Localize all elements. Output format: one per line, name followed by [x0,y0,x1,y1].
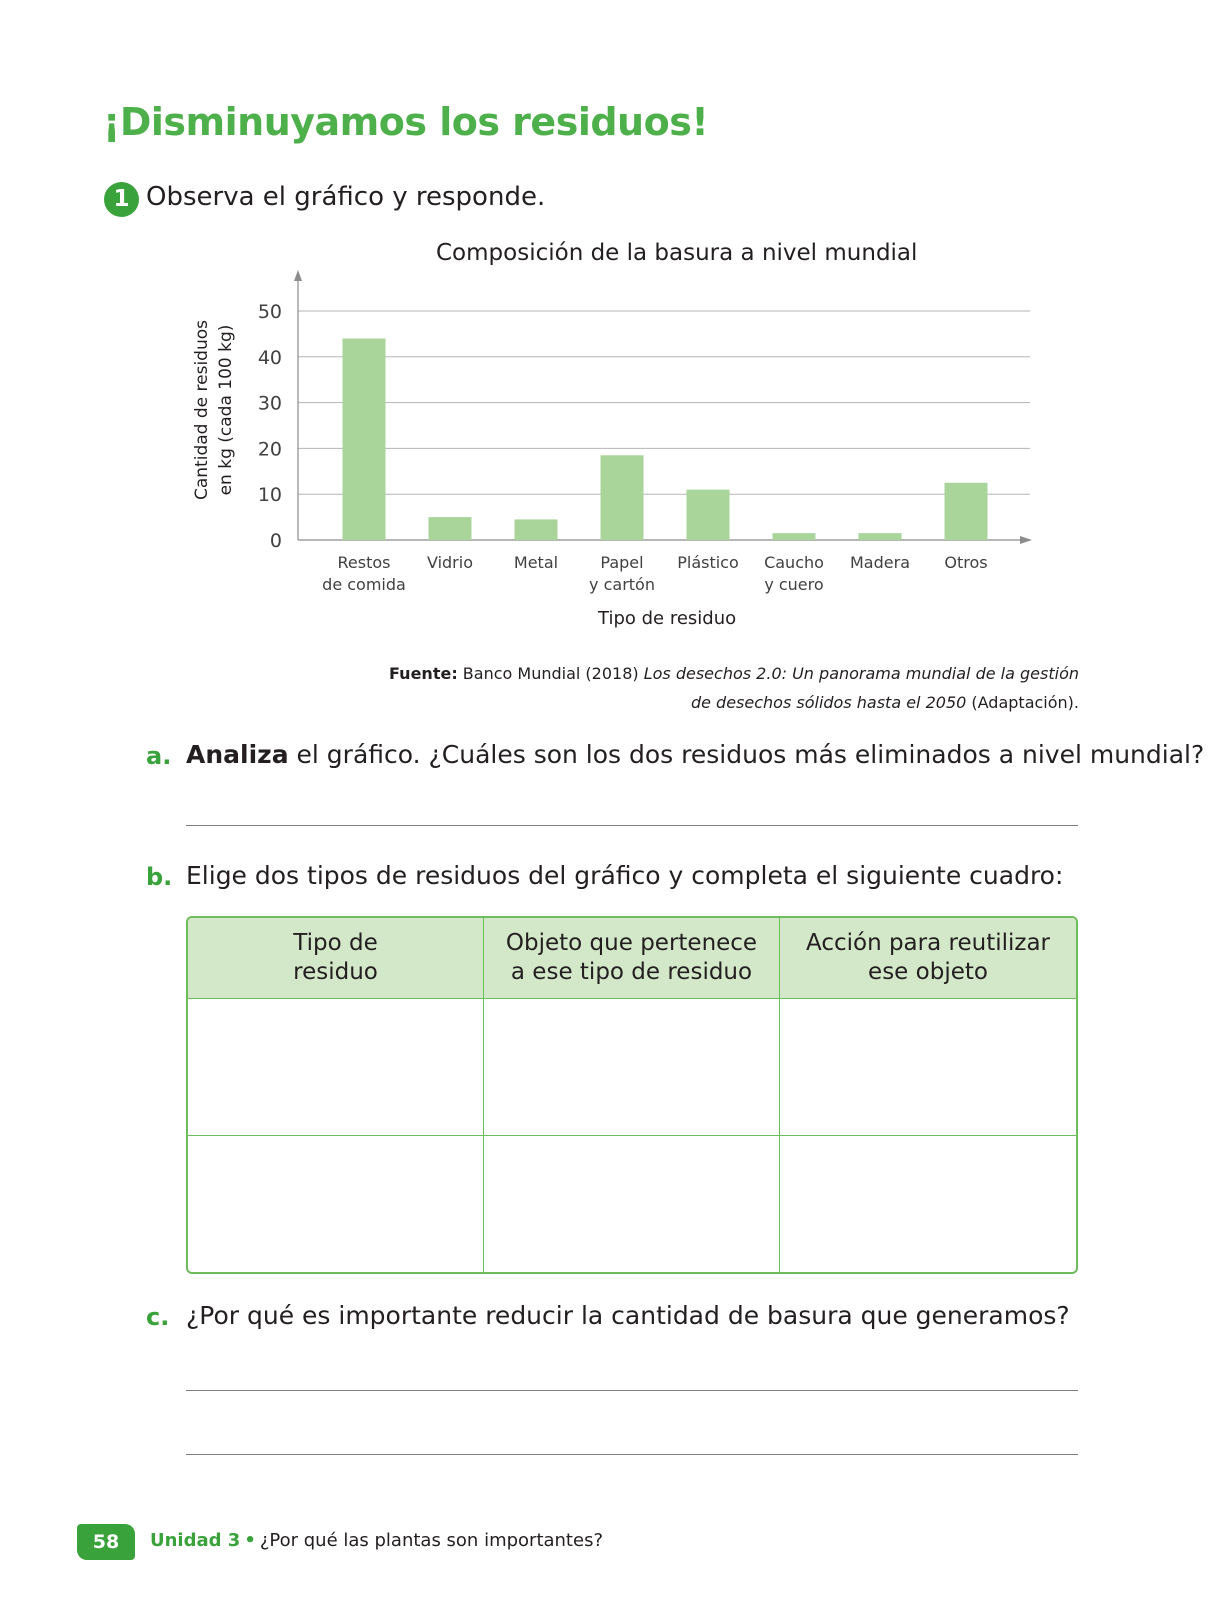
table-cell-input[interactable] [484,1136,780,1272]
question-a-text [186,740,1204,769]
question-a-rest: el gráfico. ¿Cuáles son los dos residuos más eliminados a nivel mundial? [288,740,1205,769]
answer-line-c2[interactable] [186,1454,1078,1455]
chart-x-tick-label: Restos [337,553,391,572]
footer-separator: • [244,1530,256,1551]
footer-text [150,1530,603,1551]
chart-bar [515,519,558,540]
chart-source-line2 [359,688,1079,717]
source-italic1: Los desechos 2.0: Un panorama mundial de la gestión [643,664,1079,683]
activity-instruction: Observa el gráfico y responde. [146,182,546,212]
chart-x-tick-label: Madera [850,553,910,572]
source-text2: (Adaptación). [966,693,1079,712]
table-header-objeto: Objeto que pertenece a ese tipo de residuo [484,918,780,999]
footer-subtitle: ¿Por qué las plantas son importantes? [259,1530,603,1551]
chart-bar [343,338,386,540]
chart-bar [601,455,644,540]
page-title: ¡Disminuyamos los residuos! [103,100,709,144]
chart-bar [429,517,472,540]
chart-source-line1 [359,659,1079,688]
chart-source [359,659,1079,717]
question-c-letter: c. [146,1303,170,1331]
chart-y-tick-label: 50 [257,301,282,323]
source-label: Fuente: [389,664,458,683]
chart-y-tick-label: 30 [257,392,282,415]
chart-bar [859,533,902,540]
chart-x-tick-label: de comida [322,575,406,594]
chart-y-tick-label: 10 [257,484,282,507]
table-header-tipo: Tipo de residuo [188,918,484,999]
chart-bar [945,483,988,540]
chart-y-axis-label-line2: en kg (cada 100 kg) [216,324,236,496]
question-a-bold: Analiza [186,740,289,769]
table-cell-input[interactable] [188,999,484,1136]
table-cell-input[interactable] [780,999,1076,1136]
chart-y-tick-label: 40 [257,346,282,369]
question-a-letter: a. [146,742,172,770]
chart-title: Composición de la basura a nivel mundial [436,240,918,266]
chart-x-tick-label: Caucho [764,553,824,572]
chart-x-tick-label: y cartón [589,575,655,594]
chart-x-tick-label: Otros [944,553,988,572]
answer-line-a[interactable] [186,825,1078,826]
page-number-badge: 58 [77,1524,135,1560]
footer-unit: Unidad 3 [150,1530,241,1551]
chart-y-tick-label: 20 [257,438,282,461]
chart-y-axis-arrow [294,270,302,281]
chart-bar [773,533,816,540]
chart-x-tick-label: Papel [600,553,644,572]
table-row [188,1136,1076,1272]
chart-x-tick-label: Plástico [677,553,739,572]
answer-line-c1[interactable] [186,1390,1078,1391]
answer-table [186,916,1078,1274]
chart-x-tick-label: y cuero [764,575,824,594]
table-cell-input[interactable] [188,1136,484,1272]
chart-y-axis-label-line1: Cantidad de residuos [192,320,212,500]
chart-x-axis-arrow [1020,536,1032,544]
table-header-accion: Acción para reutilizar ese objeto [780,918,1076,999]
chart-x-tick-label: Vidrio [426,553,474,572]
question-b-letter: b. [146,863,173,891]
activity-number-badge: 1 [104,182,139,217]
table-row [188,999,1076,1136]
question-c-text: ¿Por qué es importante reducir la cantidad de basura que generamos? [186,1301,1070,1330]
table-header-row [188,918,1076,999]
bar-chart [0,0,1222,640]
chart-x-axis-label: Tipo de residuo [598,608,737,629]
chart-y-tick-label: 0 [269,530,282,552]
table-cell-input[interactable] [780,1136,1076,1272]
source-text1: Banco Mundial (2018) [457,664,644,683]
table-cell-input[interactable] [484,999,780,1136]
question-b-text: Elige dos tipos de residuos del gráfico y completa el siguiente cuadro: [186,861,1064,890]
chart-x-tick-label: Metal [513,553,559,572]
chart-bar [687,490,730,540]
source-italic2: de desechos sólidos hasta el 2050 [690,693,967,712]
